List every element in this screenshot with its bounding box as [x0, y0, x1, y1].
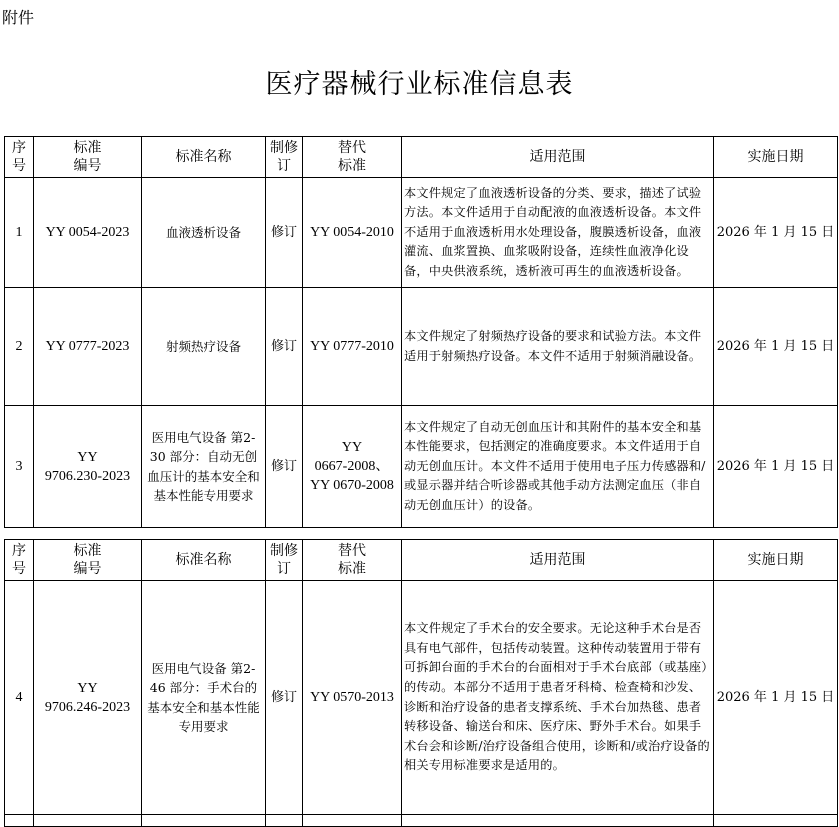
row-revision: 修订 [266, 288, 303, 406]
row-code [34, 815, 142, 827]
header-seq: 序 号 [5, 137, 34, 178]
row-name: 射频热疗设备 [142, 288, 266, 406]
row-revision: 修订 [266, 406, 303, 528]
row-revision [266, 815, 303, 827]
row-code: YY 0054-2023 [34, 178, 142, 288]
header-revision: 制修 订 [266, 137, 303, 178]
row-replaces: YY 0054-2010 [303, 178, 402, 288]
header-replaces: 替代 标准 [303, 540, 402, 581]
row-scope: 本文件规定了血液透析设备的分类、要求，描述了试验方法。本文件适用于自动配液的血液透析设备。本文件不适用于血液透析用水处理设备，腹膜透析设备，血液灌流、血浆置换、血浆吸附设备，连续性血液净化设备，中央供液系统，透析液可再生的血液透析设备。 [402, 178, 714, 288]
table-row [5, 178, 838, 288]
header-scope: 适用范围 [402, 137, 714, 178]
standards-table-part-1 [4, 136, 838, 528]
row-scope [402, 815, 714, 827]
row-seq: 3 [5, 406, 34, 528]
header-seq: 序 号 [5, 540, 34, 581]
row-code: YY 9706.230-2023 [34, 406, 142, 528]
row-scope: 本文件规定了手术台的安全要求。无论这种手术台是否具有电气部件，包括传动装置。这种传动装置用于带有可拆卸台面的手术台的台面相对于手术台底部（或基座）的传动。本部分不适用于患者牙科椅、检查椅和沙发、诊断和治疗设备的患者支撑系统、手术台加热毯、患者转移设备、输送台和床、医疗床、野外手术台。如果手术台会和诊断/治疗设备组合使用，诊断和/或治疗设备的相关专用标准要求是适用的。 [402, 581, 714, 815]
header-code: 标准 编号 [34, 137, 142, 178]
row-date: 2026 年 1 月 15 日 [714, 178, 838, 288]
row-code: YY 9706.246-2023 [34, 581, 142, 815]
page-title: 医疗器械行业标准信息表 [265, 69, 574, 100]
table-header-row [5, 540, 838, 581]
table-row [5, 406, 838, 528]
row-replaces [303, 815, 402, 827]
row-replaces: YY 0667-2008、 YY 0670-2008 [303, 406, 402, 528]
row-scope: 本文件规定了射频热疗设备的要求和试验方法。本文件适用于射频热疗设备。本文件不适用于射频消融设备。 [402, 288, 714, 406]
row-name: 医用电气设备 第2-30 部分：自动无创血压计的基本安全和基本性能专用要求 [142, 406, 266, 528]
row-seq: 4 [5, 581, 34, 815]
header-date: 实施日期 [714, 137, 838, 178]
row-revision: 修订 [266, 581, 303, 815]
standards-table-part-2 [4, 539, 838, 827]
row-scope: 本文件规定了自动无创血压计和其附件的基本安全和基本性能要求，包括测定的准确度要求。本文件适用于自动无创血压计。本文件不适用于使用电子压力传感器和/或显示器并结合听诊器或其他手动方法测定血压（非自动无创血压计）的设备。 [402, 406, 714, 528]
header-date: 实施日期 [714, 540, 838, 581]
row-name: 血液透析设备 [142, 178, 266, 288]
row-seq: 1 [5, 178, 34, 288]
header-revision: 制修 订 [266, 540, 303, 581]
row-code: YY 0777-2023 [34, 288, 142, 406]
header-code: 标准 编号 [34, 540, 142, 581]
row-seq [5, 815, 34, 827]
table-row-continued [5, 815, 838, 827]
table-row [5, 581, 838, 815]
row-date: 2026 年 1 月 15 日 [714, 406, 838, 528]
row-name [142, 815, 266, 827]
row-date [714, 815, 838, 827]
row-revision: 修订 [266, 178, 303, 288]
row-name: 医用电气设备 第2-46 部分：手术台的基本安全和基本性能专用要求 [142, 581, 266, 815]
header-replaces: 替代 标准 [303, 137, 402, 178]
row-replaces: YY 0570-2013 [303, 581, 402, 815]
row-replaces: YY 0777-2010 [303, 288, 402, 406]
table-header-row [5, 137, 838, 178]
row-date: 2026 年 1 月 15 日 [714, 581, 838, 815]
table-row [5, 288, 838, 406]
row-date: 2026 年 1 月 15 日 [714, 288, 838, 406]
header-scope: 适用范围 [402, 540, 714, 581]
row-seq: 2 [5, 288, 34, 406]
header-name: 标准名称 [142, 540, 266, 581]
header-name: 标准名称 [142, 137, 266, 178]
annex-label: 附件 [2, 8, 35, 27]
